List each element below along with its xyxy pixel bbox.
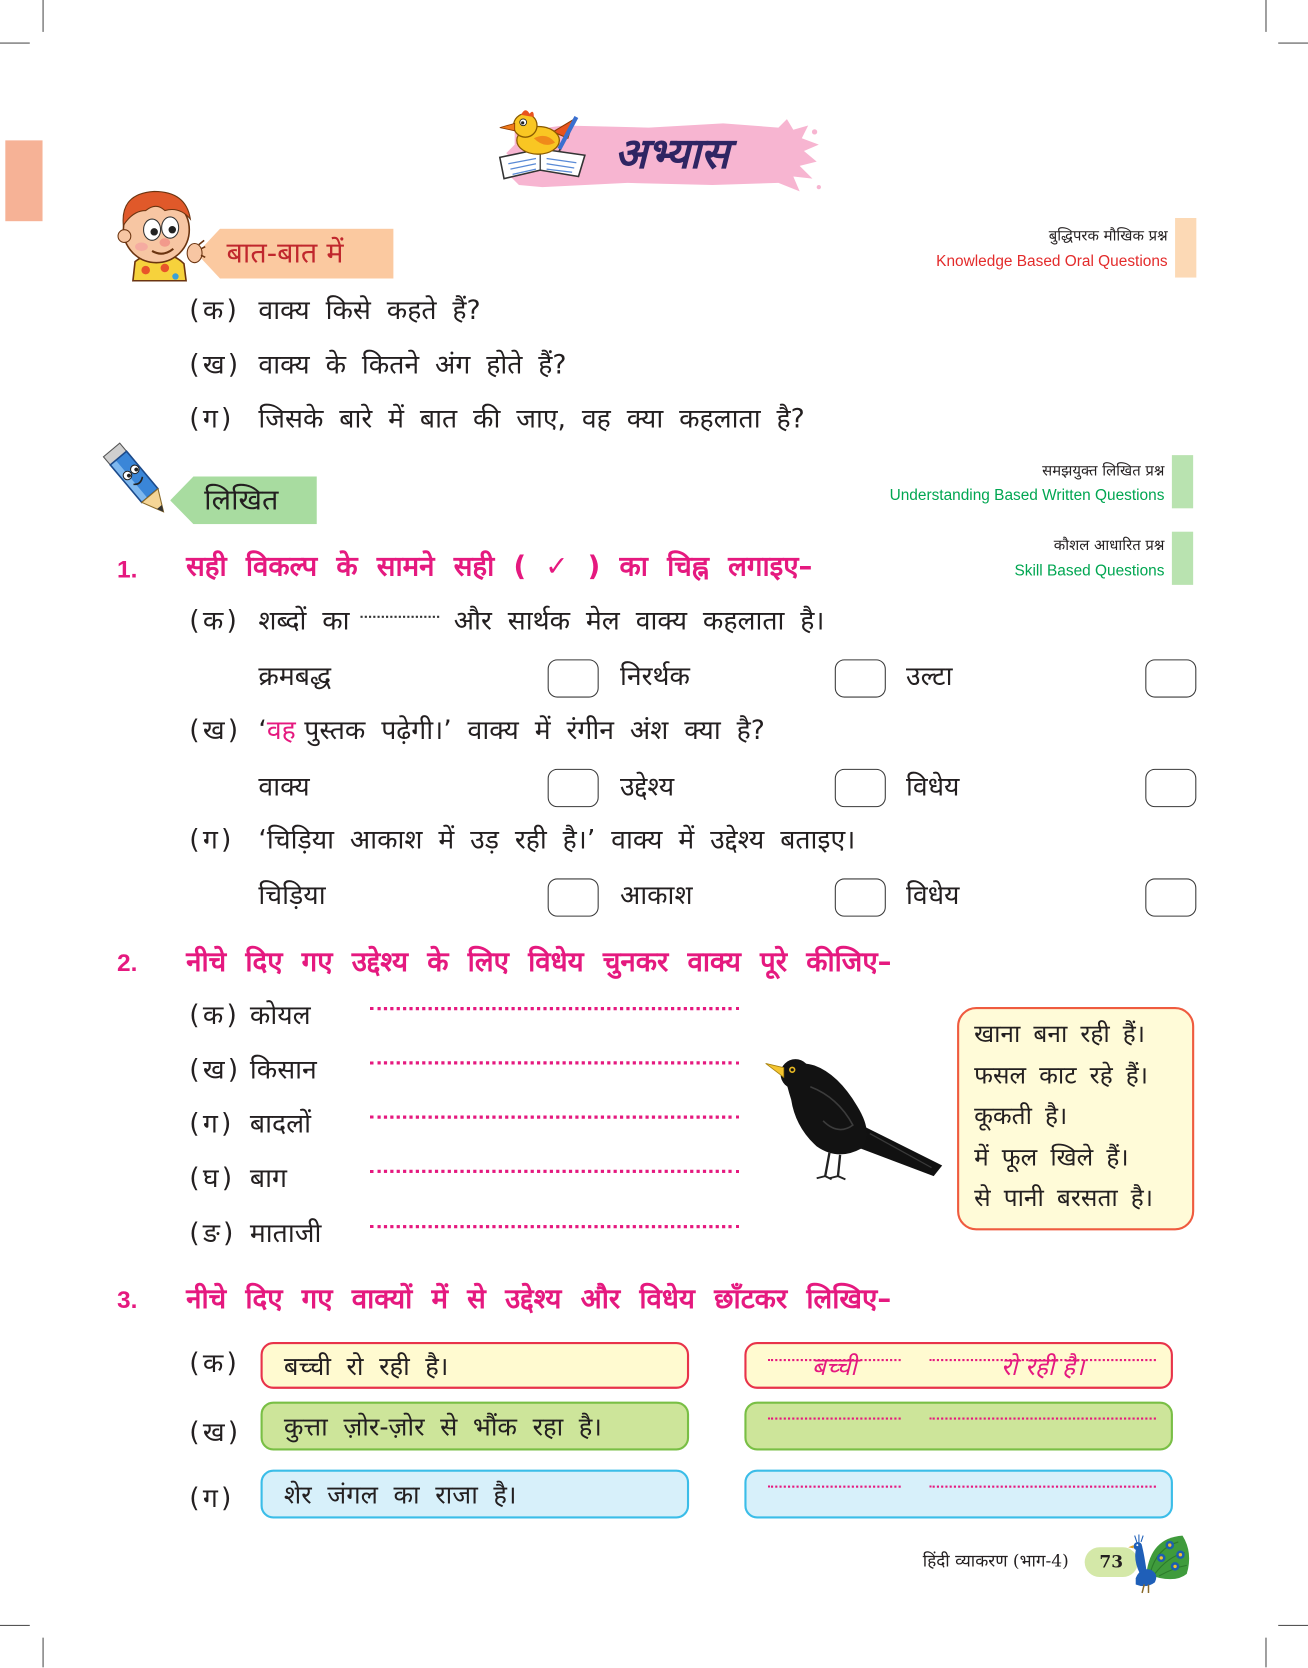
predicate-answer: रो रही है। [1000,1353,1085,1382]
answer-checkbox[interactable] [1145,878,1196,916]
answer-checkbox[interactable] [835,878,886,916]
q3-sentence: शेर जंगल का राजा है। [283,1479,517,1510]
q2-answer-line[interactable] [370,1116,739,1119]
quote-open: ‘ [258,714,267,746]
oral-question-marker: (ख) [189,348,242,380]
q3-sentence: कुत्ता ज़ोर-ज़ोर से भौंक रहा है। [283,1411,602,1442]
q2-item-subject: किसान [249,1053,317,1085]
question-2-instruction: नीचे दिए गए उद्देश्य के लिए विधेय चुनकर वाक्य पूरे कीजिए– [186,946,892,979]
predicate-option: में फूल खिले हैं। [974,1143,1129,1172]
q3-sentence-box [261,1402,690,1451]
q1-item-statement [258,711,764,749]
q2-item-marker: (ङ) [189,1217,237,1249]
page-number: 73 [1085,1547,1138,1577]
predicate-option: कूकती है। [974,1102,1068,1131]
skill-category-hindi: कौशल आधारित प्रश्न [1053,537,1165,555]
peacock-icon [1125,1531,1191,1593]
q1-option: निरर्थक [619,660,690,692]
question-2-number: 2. [116,948,138,977]
predicate-option: से पानी बरसता है। [974,1184,1154,1213]
q1-option: उद्देश्य [619,770,675,802]
q1-item-statement: ‘चिड़िया आकाश में उड़ रही है।’ वाक्य में उद्देश्य बताइए। [258,824,856,855]
q3-answer-box[interactable] [744,1402,1173,1451]
answer-checkbox[interactable] [548,659,599,697]
answer-checkbox[interactable] [1145,769,1196,807]
q1-item-marker: (ख) [189,714,242,746]
q2-item-subject: बादलों [249,1108,311,1139]
answer-checkbox[interactable] [548,769,599,807]
oral-question-text: जिसके बारे में बात की जाए, वह क्या कहलाता है? [258,403,805,434]
predicate-option: फसल काट रहे हैं। [974,1061,1149,1090]
q1-option: क्रमबद्ध [258,660,332,692]
q1-item-text-before: शब्दों का [258,605,350,636]
predicate-option: खाना बना रही हैं। [974,1020,1146,1049]
written-category-english: Understanding Based Written Questions [889,487,1165,505]
answer-checkbox[interactable] [548,878,599,916]
q3-row-marker: (क) [189,1347,241,1379]
q1-item-marker: (क) [189,605,241,636]
oral-question-marker: (ग) [189,403,235,434]
book-title: हिंदी व्याकरण (भाग-4) [922,1550,1069,1571]
answer-checkbox[interactable] [835,769,886,807]
q3-row-marker: (ख) [189,1416,242,1448]
crop-mark [1278,1625,1308,1626]
q1-option: उल्टा [906,660,953,692]
written-category-hindi: समझयुक्त लिखित प्रश्न [1042,462,1165,480]
predicate-answer-line[interactable] [929,1486,1156,1488]
q1-item-text-after: और सार्थक मेल वाक्य कहलाता है। [453,605,825,636]
q1-option: आकाश [619,879,693,911]
bird-writing-icon [491,106,591,180]
oral-question-text: वाक्य के कितने अंग होते हैं? [258,348,567,380]
subject-answer-line[interactable] [768,1418,901,1420]
highlighted-word: वह [266,714,296,746]
chapter-side-tab [5,140,42,221]
crop-mark [43,0,44,32]
q2-item-subject: बाग [249,1162,287,1194]
subject-answer-line[interactable] [768,1486,901,1488]
oral-category-english: Knowledge Based Oral Questions [936,253,1168,271]
q1-item-statement [258,602,824,640]
crop-mark [0,1625,30,1626]
q2-item-marker: (ग) [189,1108,235,1139]
question-3-number: 3. [116,1285,138,1314]
question-1-instruction: सही विकल्प के सामने सही ( ✓ ) का चिह्न लगाइए– [186,550,813,583]
written-section-label: लिखित [204,483,279,517]
question-3-instruction: नीचे दिए गए वाक्यों में से उद्देश्य और विधेय छाँटकर लिखिए– [186,1283,892,1316]
written-category-bar [1172,455,1193,508]
oral-category-bar [1175,218,1196,278]
exercise-title: अभ्यास [614,129,730,179]
predicate-word-box [957,1007,1194,1230]
crop-mark [0,43,30,44]
oral-question-marker: (क) [189,294,241,326]
q1-option: चिड़िया [258,879,326,911]
q1-item-marker: (ग) [189,824,235,855]
q3-sentence-box [261,1470,690,1519]
fill-in-blank[interactable] [360,616,439,629]
q3-row-marker: (ग) [189,1482,235,1514]
crop-mark [43,1638,44,1668]
subject-answer: बच्ची [811,1353,857,1382]
q3-sentence: बच्ची रो रही है। [283,1351,449,1381]
predicate-answer-line[interactable] [929,1418,1156,1420]
oral-question-text: वाक्य किसे कहते हैं? [258,294,481,326]
answer-checkbox[interactable] [1145,659,1196,697]
q2-answer-line[interactable] [370,1225,739,1228]
q2-item-marker: (ख) [189,1053,242,1085]
oral-category-hindi: बुद्धिपरक मौखिक प्रश्न [1048,227,1168,245]
oral-section-label: बात-बात में [226,237,344,271]
q2-item-marker: (घ) [189,1162,236,1194]
blackbird-icon [764,1051,945,1185]
q2-item-subject: माताजी [249,1217,322,1249]
q2-answer-line[interactable] [370,1061,739,1064]
boy-cartoon-icon [110,183,206,281]
q2-item-subject: कोयल [249,999,311,1031]
q1-option: वाक्य [258,770,310,802]
crop-mark [1265,1638,1266,1668]
crop-mark [1265,0,1266,32]
answer-checkbox[interactable] [835,659,886,697]
q1-item-text-after: पुस्तक पढ़ेगी।’ वाक्य में रंगीन अंश क्या है? [304,714,765,746]
q3-sentence-box [261,1342,690,1389]
skill-category-english: Skill Based Questions [1014,562,1165,580]
crop-mark [1278,43,1308,44]
q2-item-marker: (क) [189,999,241,1031]
skill-category-bar [1172,532,1193,585]
q1-option: विधेय [906,770,960,802]
q2-answer-line[interactable] [370,1007,739,1010]
q3-answer-box[interactable] [744,1342,1173,1389]
question-1-number: 1. [116,555,138,583]
q2-answer-line[interactable] [370,1170,739,1173]
q1-option: विधेय [906,879,960,911]
pencil-cartoon-icon [102,438,174,525]
q3-answer-box[interactable] [744,1470,1173,1519]
